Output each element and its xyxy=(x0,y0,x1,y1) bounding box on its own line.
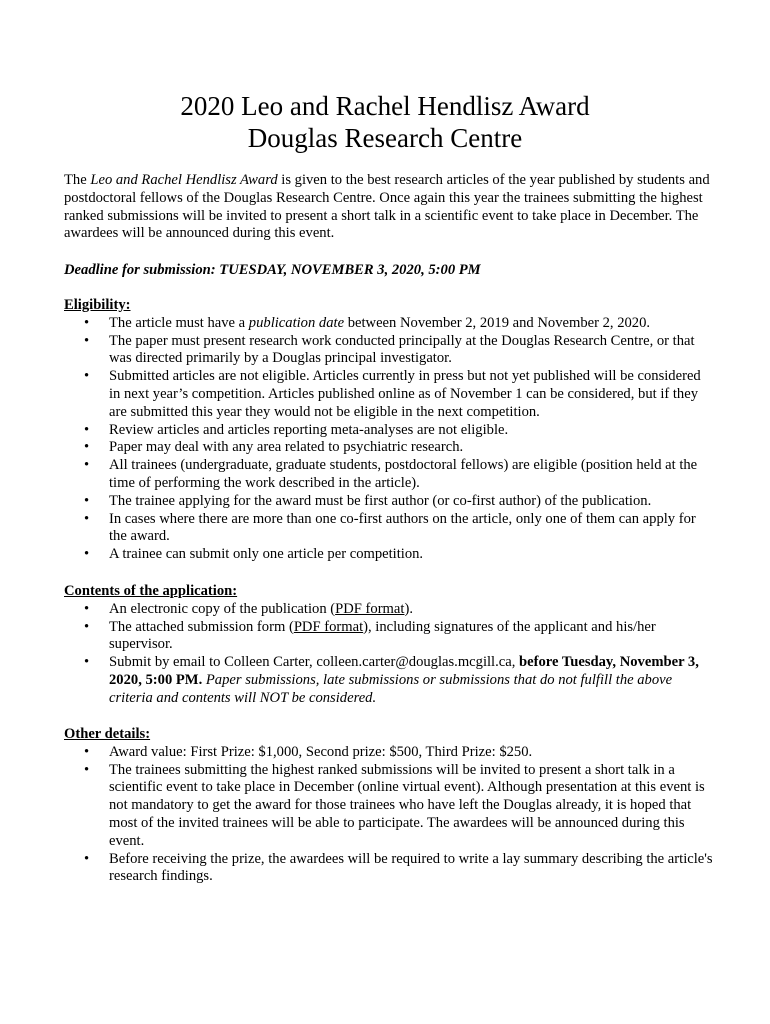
item-text: between November 2, 2019 and November 2, 2020. xyxy=(344,314,651,331)
list-item xyxy=(64,762,714,851)
bullet-icon: • xyxy=(84,421,90,438)
list-item xyxy=(64,619,714,655)
bullet-icon: • xyxy=(84,654,90,671)
item-text: A trainee can submit only one article per competition. xyxy=(109,546,424,563)
bullet-icon: • xyxy=(84,368,90,385)
list-item xyxy=(64,851,714,887)
submission-form-link[interactable]: PDF format xyxy=(293,618,364,635)
contents-list xyxy=(64,601,714,708)
bullet-icon: • xyxy=(84,314,90,331)
intro-paragraph xyxy=(64,172,714,243)
item-text: Submitted articles are not eligible. Articles currently in press but not yet published will be considered in next year’s competition. Articles published online as of November 1 can be considered, but if they are submitted this year they would not be eligible in the next competition. xyxy=(109,368,701,420)
list-item xyxy=(64,333,714,369)
eligibility-heading: Eligibility: xyxy=(64,297,131,313)
bullet-icon: • xyxy=(84,439,90,456)
list-item xyxy=(64,368,714,421)
list-item xyxy=(64,439,714,457)
warning-text: Paper submissions, late submissions or submissions that do not fulfill the above criteria and contents will NOT be considered. xyxy=(109,671,673,706)
item-text: ). xyxy=(404,600,413,617)
bullet-icon: • xyxy=(84,761,90,778)
item-text: The trainees submitting the highest ranked submissions will be invited to present a short talk in a scientific event to take place in December (online virtual event). Although presentation at this event is not mandatory to get the award for those trainees who have left the Douglas already, it is hoped that most of the invited trainees will be able to participate. The awardees will be announced during this event. xyxy=(109,761,705,849)
list-item xyxy=(64,546,714,564)
list-item xyxy=(64,744,714,762)
item-text: Submit by email to Colleen Carter, colleen.carter@douglas.mcgill.ca, xyxy=(109,654,520,671)
bullet-icon: • xyxy=(84,618,90,635)
bullet-icon: • xyxy=(84,332,90,349)
contents-section xyxy=(64,583,714,708)
list-item xyxy=(64,601,714,619)
title-line-1: 2020 Leo and Rachel Hendlisz Award xyxy=(180,91,590,121)
list-item xyxy=(64,422,714,440)
deadline-emphasis: before Tuesday, November 3, 2020, 5:00 PM. xyxy=(109,654,699,688)
item-text: ), including signatures of the applicant and his/her supervisor. xyxy=(109,618,656,653)
publication-date-term: publication date xyxy=(248,314,345,331)
eligibility-section xyxy=(64,297,714,564)
list-item xyxy=(64,511,714,547)
other-details-heading: Other details: xyxy=(64,726,151,742)
other-details-list xyxy=(64,744,714,886)
item-text: Award value: First Prize: $1,000, Second prize: $500, Third Prize: $250. xyxy=(109,743,533,760)
bullet-icon: • xyxy=(84,510,90,527)
list-item xyxy=(64,654,714,707)
item-text: All trainees (undergraduate, graduate students, postdoctoral fellows) are eligible (position held at the time of performing the work described in the article). xyxy=(109,457,698,491)
bullet-icon: • xyxy=(84,743,90,760)
list-item xyxy=(64,315,714,333)
bullet-icon: • xyxy=(84,492,90,509)
document-title xyxy=(0,90,770,154)
list-item xyxy=(64,493,714,511)
item-text: The attached submission form ( xyxy=(109,618,294,635)
eligibility-list xyxy=(64,315,714,564)
other-details-section xyxy=(64,726,714,886)
contents-heading: Contents of the application: xyxy=(64,583,238,599)
item-text: An electronic copy of the publication ( xyxy=(109,600,336,617)
item-text: The article must have a xyxy=(109,314,249,331)
item-text: Before receiving the prize, the awardees will be required to write a lay summary describing the article's research findings. xyxy=(109,850,713,885)
title-line-2: Douglas Research Centre xyxy=(247,123,523,153)
pdf-format-link[interactable]: PDF format xyxy=(335,600,405,617)
deadline-line: Deadline for submission: TUESDAY, NOVEMBER 3, 2020, 5:00 PM xyxy=(64,262,481,278)
intro-text-start: The xyxy=(64,172,91,188)
item-text: The paper must present research work conducted principally at the Douglas Research Centre, or that was directed primarily by a Douglas principal investigator. xyxy=(109,332,695,367)
item-text: Paper may deal with any area related to psychiatric research. xyxy=(109,439,464,456)
item-text: The trainee applying for the award must be first author (or co-first author) of the publication. xyxy=(109,492,652,509)
item-text: In cases where there are more than one co-first authors on the article, only one of them can apply for the award. xyxy=(109,510,696,545)
bullet-icon: • xyxy=(84,546,90,563)
list-item xyxy=(64,457,714,493)
intro-text-rest: is given to the best research articles of the year published by students and postdoctoral fellows of the Douglas Research Centre. Once again this year the trainees submitting the highest ranked submissions will be invited to present a short talk in a scientific event to take place in December. The awardees will be announced during this event. xyxy=(64,172,710,242)
item-text: Review articles and articles reporting meta-analyses are not eligible. xyxy=(109,421,509,438)
bullet-icon: • xyxy=(84,600,90,617)
bullet-icon: • xyxy=(84,850,90,867)
award-name: Leo and Rachel Hendlisz Award xyxy=(90,172,278,188)
bullet-icon: • xyxy=(84,457,90,474)
